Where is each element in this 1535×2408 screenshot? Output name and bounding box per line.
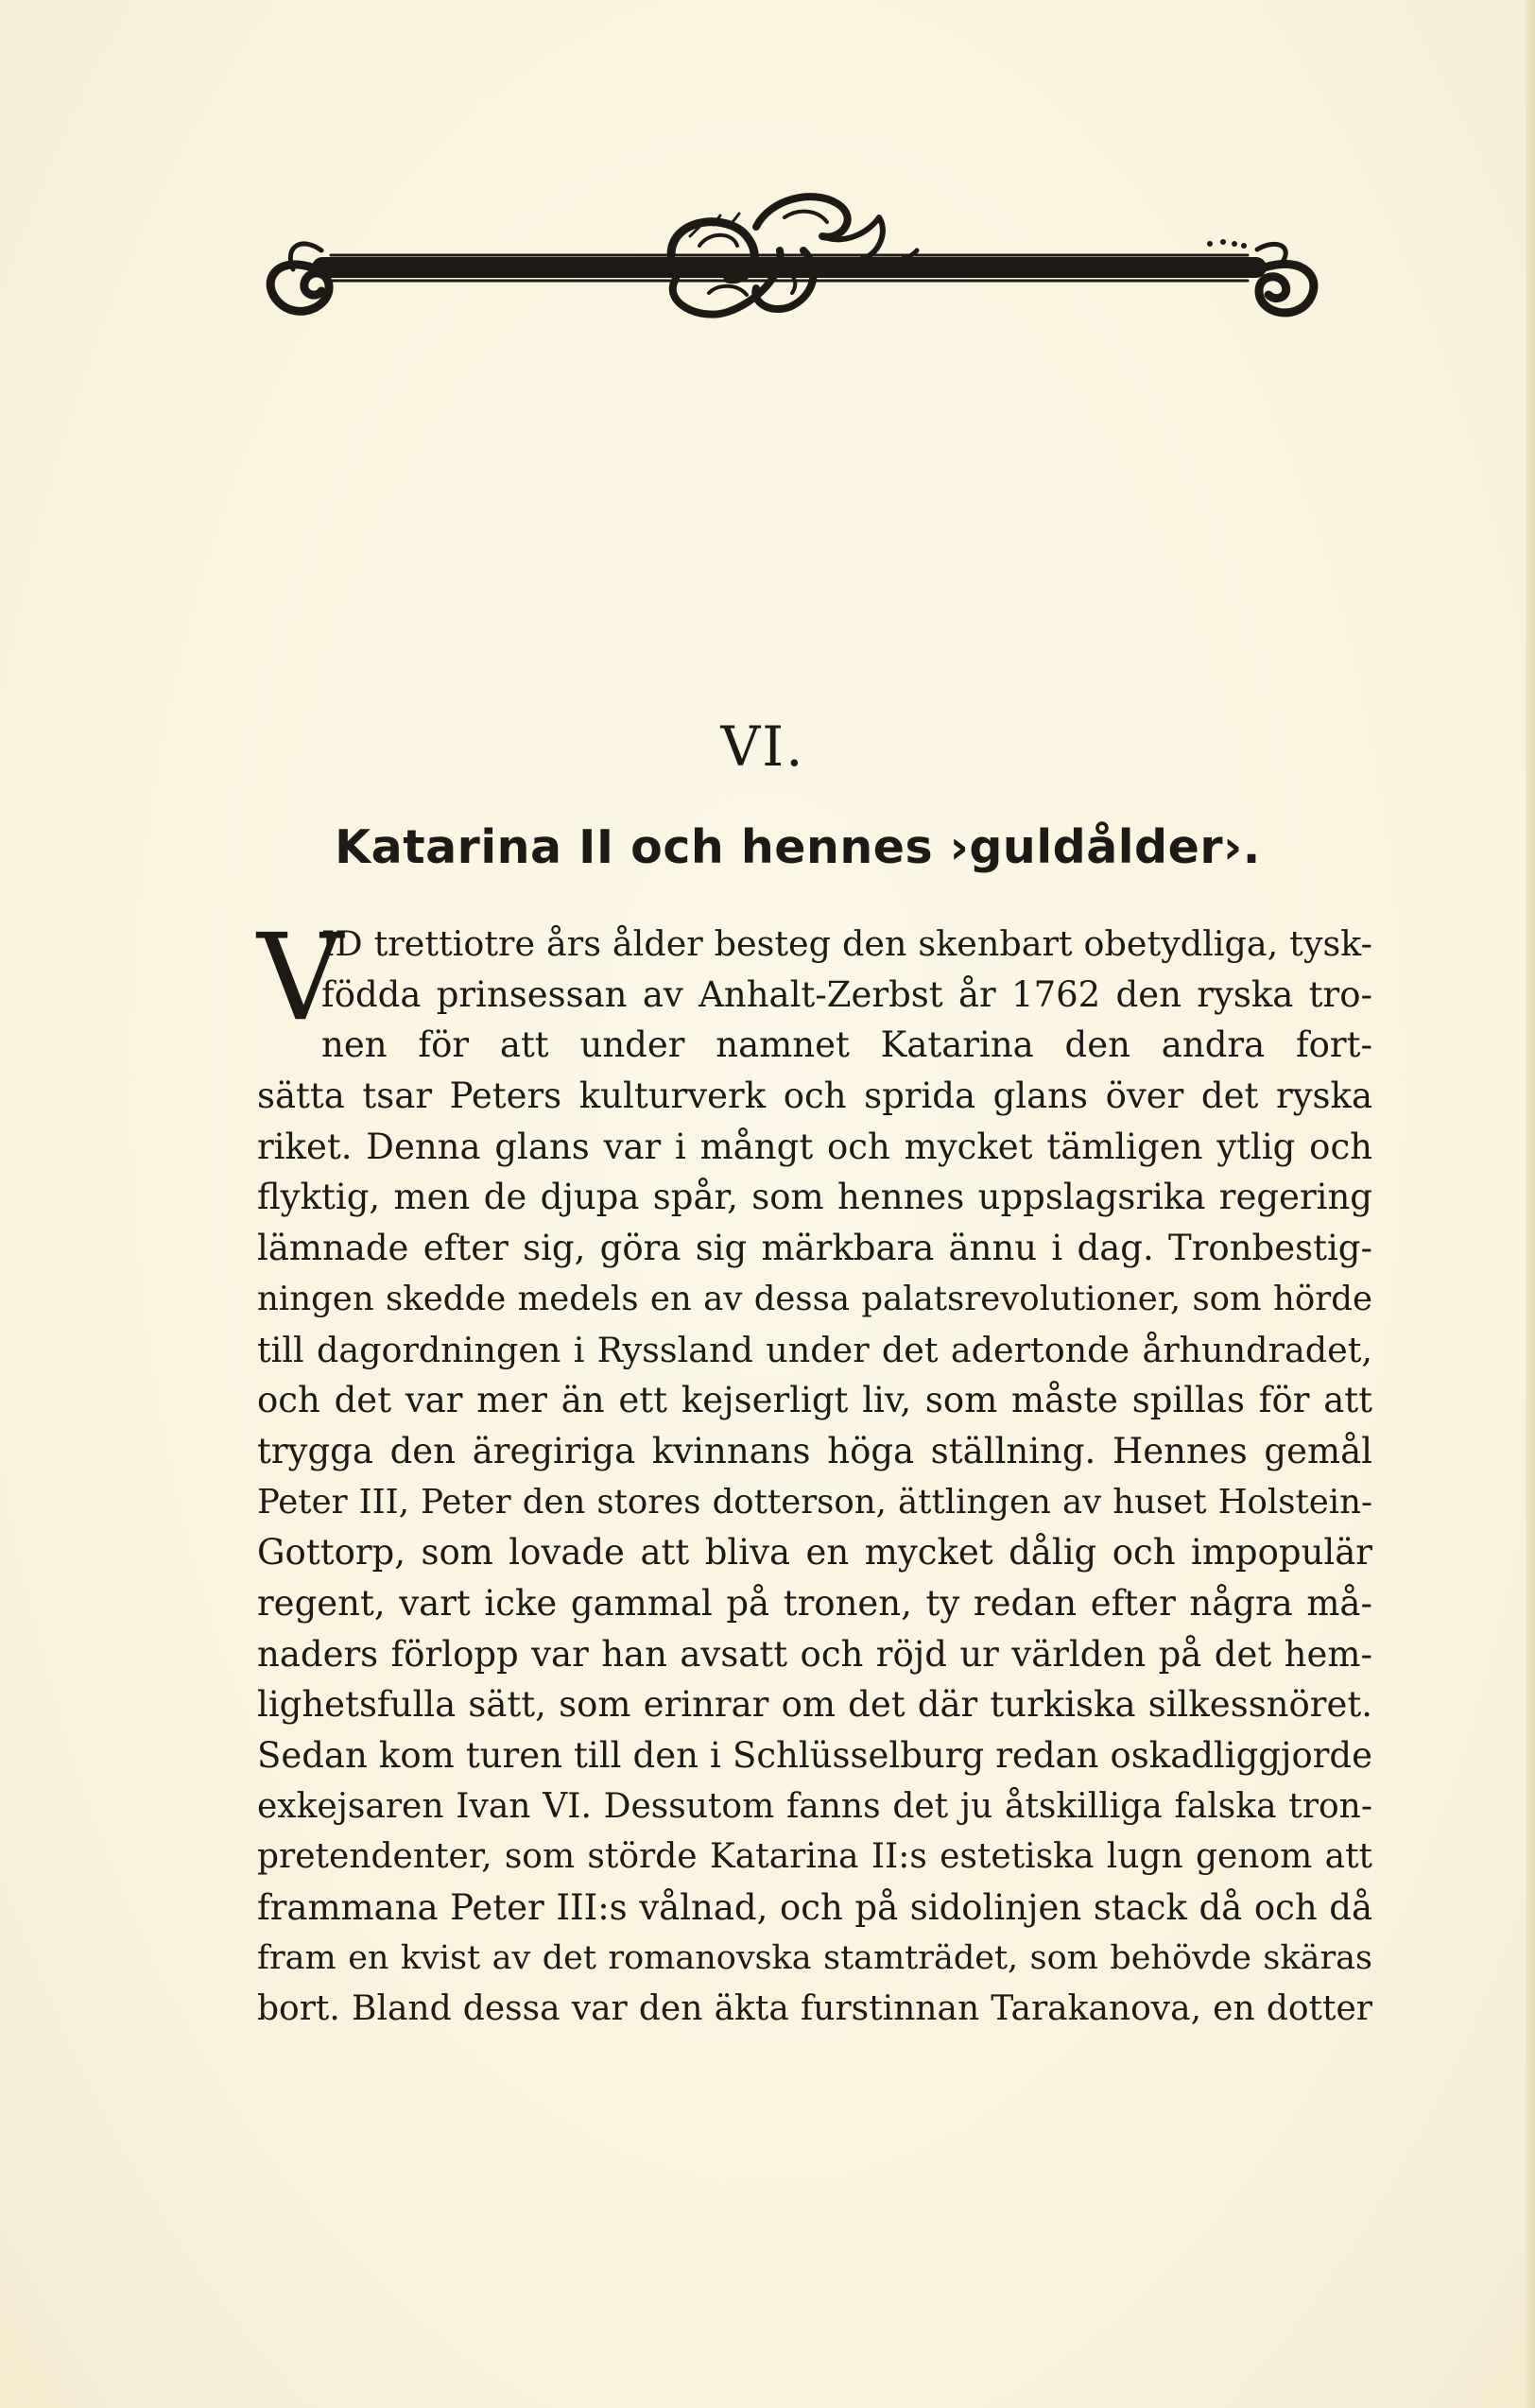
text-line: bort. Bland dessa var den äkta furstinnan Tarakanova, en dotter [257, 1989, 1372, 2029]
body-text [257, 908, 1372, 2035]
text-line: flyktig, men de djupa spår, som hennes uppslagsrika regering [257, 1177, 1372, 1218]
text-line: frammana Peter III:s vålnad, och på sidolinjen stack då och då [257, 1887, 1372, 1929]
text-line: fram en kvist av det romanovska stamträdet, som behövde skäras [257, 1938, 1372, 1977]
text-line: Gottorp, som lovade att bliva en mycket dålig och impopulär [257, 1532, 1372, 1574]
text-line: lighetsfulla sätt, som erinrar om det där turkiska silkessnöret. [257, 1684, 1372, 1726]
text-line: födda prinsessan av Anhalt-Zerbst år 1762 den ryska tro- [321, 973, 1372, 1015]
text-line: Peter III, Peter den stores dotterson, ättlingen av huset Holstein- [257, 1482, 1372, 1522]
text-line: regent, vart icke gammal på tronen, ty redan efter några må- [257, 1582, 1372, 1624]
text-line: trygga den äregiriga kvinnans höga ställning. Hennes gemål [257, 1430, 1372, 1471]
chapter-number: VI. [720, 714, 805, 779]
text-line: ningen skedde medels en av dessa palatsrevolutioner, som hörde [257, 1279, 1372, 1318]
text-line: sätta tsar Peters kulturverk och sprida glans över det ryska [257, 1075, 1372, 1117]
text-line: nen för att under namnet Katarina den andra fort- [321, 1024, 1372, 1066]
text-line: ID trettiotre års ålder besteg den skenbart obetydliga, tysk- [321, 923, 1372, 964]
chapter-title: Katarina II och hennes ›guldålder›. [335, 820, 1261, 874]
drop-cap: V [257, 908, 343, 1047]
text-line: naders förlopp var han avsatt och röjd ur världen på det hem- [257, 1633, 1372, 1675]
text-line: riket. Denna glans var i mångt och mycket tämligen ytlig och [257, 1126, 1372, 1167]
text-line: exkejsaren Ivan VI. Dessutom fanns det ju åtskilliga falska tron- [257, 1786, 1372, 1826]
text-line: pretendenter, som störde Katarina II:s estetiska lugn genom att [257, 1837, 1372, 1877]
ornament-headpiece-icon [255, 180, 1342, 340]
text-line: till dagordningen i Ryssland under det adertonde århundradet, [257, 1329, 1372, 1370]
text-line: Sedan kom turen till den i Schlüsselburg redan oskadliggjorde [257, 1735, 1372, 1776]
text-line: lämnade efter sig, göra sig märkbara ännu i dag. Tronbestig- [257, 1228, 1372, 1269]
text-line: och det var mer än ett kejserligt liv, som måste spillas för att [257, 1380, 1372, 1421]
page-edge [1526, 0, 1535, 2408]
